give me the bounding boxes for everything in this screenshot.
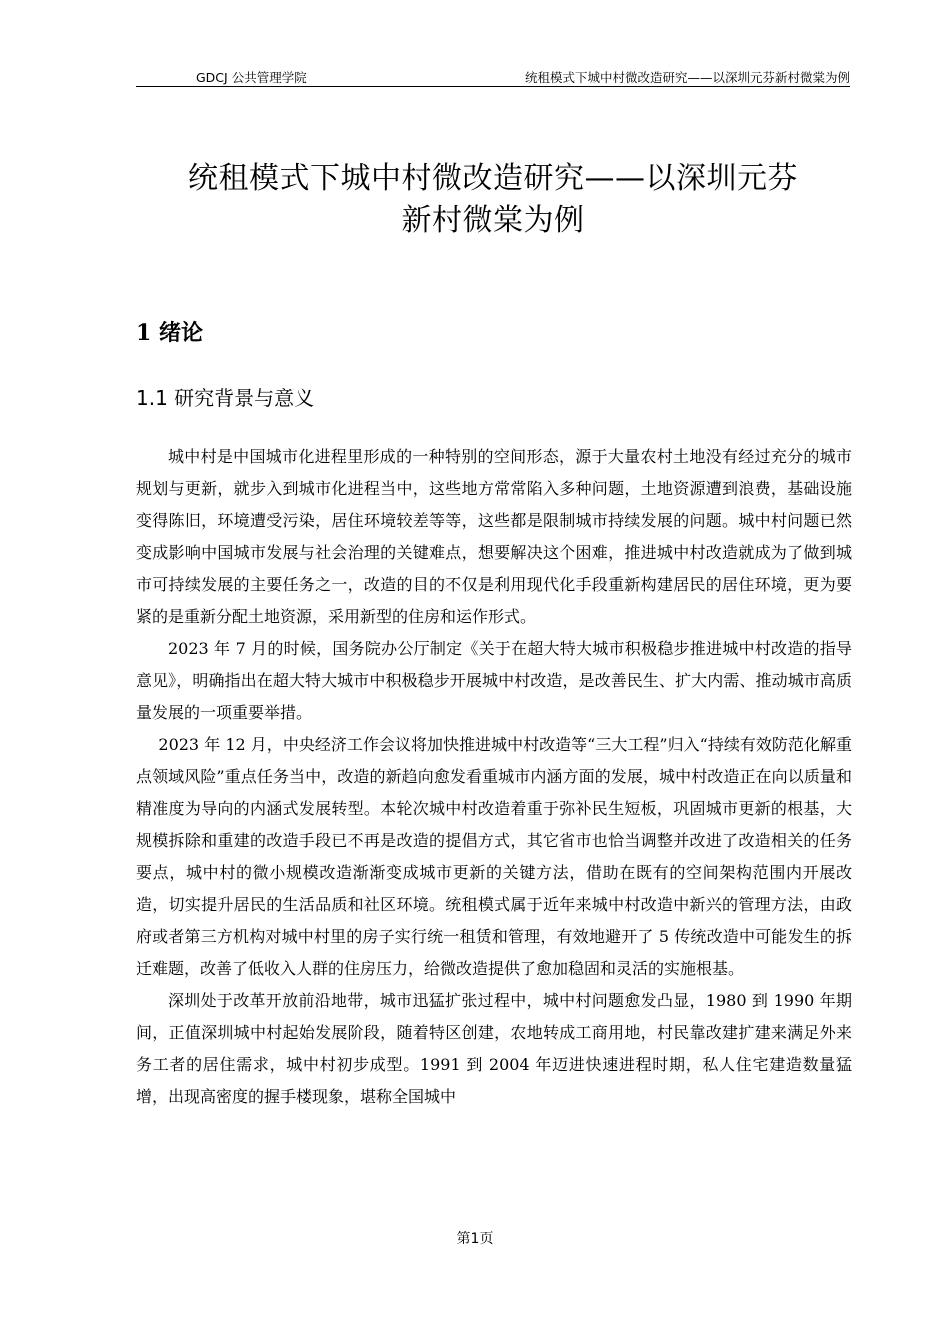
document-title-line-1: 统租模式下城中村微改造研究——以深圳元芬: [188, 161, 798, 196]
document-title-line-2: 新村微棠为例: [401, 203, 585, 238]
paragraph: 深圳处于改革开放前沿地带，城市迅猛扩张过程中，城中村问题愈发凸显，1980 到 1990 年期间，正值深圳城中村起始发展阶段，随着特区创建，农地转成工商用地，村民靠改建扩建来满足外来务工者的居住需求，城中村初步成型。1991 到 2004 年迈进快速进程时期，私人住宅建造数量猛增，出现高密度的握手楼现象，堪称全国城中: [136, 991, 852, 1106]
page-number: 第1页: [456, 1231, 494, 1247]
header-running-title: 统租模式下城中村微改造研究——以深圳元芬新村微棠为例: [524, 70, 850, 85]
body-text: [136, 441, 852, 1113]
header-institution: GDCJ 公共管理学院: [196, 70, 307, 85]
paragraph: 2023 年 12 月，中央经济工作会议将加快推进城中村改造等“三大工程”归入“持续有效防范化解重点领域风险”重点任务当中，改造的新趋向愈发看重城市内涵方面的发展，城中村改造正在向以质量和精准度为导向的内涵式发展转型。本轮次城中村改造着重于弥补民生短板，巩固城市更新的根基，大规模拆除和重建的改造手段已不再是改造的提倡方式，其它省市也恰当调整并改进了改造相关的任务要点，城中村的微小规模改造渐渐变成城市更新的关键方法，借助在既有的空间架构范围内开展改造，切实提升居民的生活品质和社区环境。统租模式属于近年来城中村改造中新兴的管理方法，由政府或者第三方机构对城中村里的房子实行统一租赁和管理，有效地避开了 5 传统改造中可能发生的拆迁难题，改善了低收入人群的住房压力，给微改造提供了愈加稳固和灵活的实施根基。: [136, 735, 852, 978]
paragraph: 2023 年 7 月的时候，国务院办公厅制定《关于在超大特大城市积极稳步推进城中村改造的指导意见》，明确指出在超大特大城市中积极稳步开展城中村改造，是改善民生、扩大内需、推动城市高质量发展的一项重要举措。: [136, 639, 852, 722]
section-heading: 1 绪论: [136, 320, 203, 346]
page-header: [136, 66, 850, 87]
document-title: [136, 158, 850, 242]
paragraph: 城中村是中国城市化进程里形成的一种特别的空间形态，源于大量农村土地没有经过充分的城市规划与更新，就步入到城市化进程当中，这些地方常常陷入多种问题，土地资源遭到浪费，基础设施变得陈旧，环境遭受污染，居住环境较差等等，这些都是限制城市持续发展的问题。城中村问题已然变成影响中国城市发展与社会治理的关键难点，想要解决这个困难，推进城中村改造就成为了做到城市可持续发展的主要任务之一，改造的目的不仅是利用现代化手段重新构建居民的居住环境，更为要紧的是重新分配土地资源，采用新型的住房和运作形式。: [136, 447, 852, 626]
subsection-heading: 1.1 研究背景与意义: [136, 386, 315, 410]
